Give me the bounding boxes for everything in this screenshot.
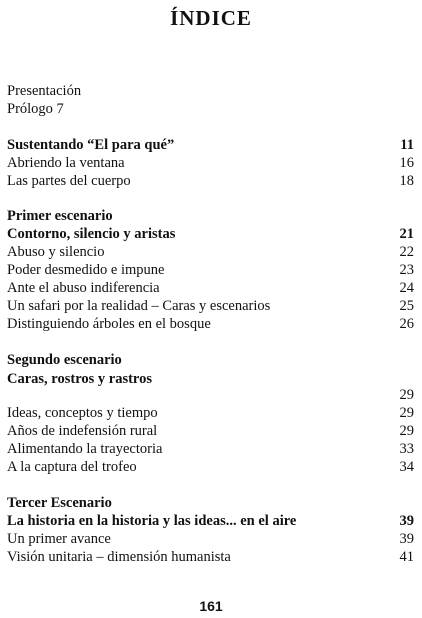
toc-heading-label: Contorno, silencio y aristas (7, 226, 176, 242)
toc-entry-label: Visión unitaria – dimensión humanista (7, 549, 231, 565)
toc-entry-label: Ideas, conceptos y tiempo (7, 405, 158, 421)
toc-entry-label: Prólogo 7 (7, 101, 64, 117)
toc-entry-label: Abuso y silencio (7, 244, 105, 260)
toc-entry (7, 530, 414, 548)
toc-scenario-text: Segundo escenario (7, 352, 122, 368)
toc-entry (7, 422, 414, 440)
toc-page-number: 11 (400, 137, 414, 153)
toc-section-heading-page (7, 386, 414, 404)
toc-entry-label: Presentación (7, 83, 82, 99)
toc-entry (7, 315, 414, 333)
toc-scenario-text: Tercer Escenario (7, 495, 112, 511)
page-title: ÍNDICE (170, 6, 252, 30)
toc-entry-label: Alimentando la trayectoria (7, 441, 163, 457)
toc-page-number: 18 (399, 173, 414, 189)
toc-entry (7, 279, 414, 297)
toc-page-number: 23 (399, 262, 414, 278)
toc-entry-label: Distinguiendo árboles en el bosque (7, 316, 211, 332)
toc-heading-label: Caras, rostros y rastros (7, 371, 152, 387)
toc-entry (7, 440, 414, 458)
toc-page-number: 24 (399, 280, 414, 296)
toc-page-number: 29 (399, 387, 414, 403)
toc-page-number: 29 (399, 423, 414, 439)
toc-page-number: 26 (399, 316, 414, 332)
toc-entry-label: Poder desmedido e impune (7, 262, 165, 278)
toc-section-heading (7, 225, 414, 243)
toc-page-number: 39 (399, 531, 414, 547)
toc-page-number: 41 (399, 549, 414, 565)
toc-heading-label: La historia en la historia y las ideas... en el aire (7, 513, 297, 529)
toc-page-number: 39 (399, 513, 414, 529)
toc-entry (7, 458, 414, 476)
toc-page-number: 21 (399, 226, 414, 242)
toc-entry-label: Un safari por la realidad – Caras y escenarios (7, 298, 271, 314)
toc-entry-prologo (7, 100, 414, 118)
toc-entry-label: Abriendo la ventana (7, 155, 125, 171)
toc-entry (7, 154, 414, 172)
toc-section-heading (7, 512, 414, 530)
toc-entry-label: A la captura del trofeo (7, 459, 137, 475)
toc-page-number: 29 (399, 405, 414, 421)
toc-entry-label: Un primer avance (7, 531, 111, 547)
toc-entry-label: Las partes del cuerpo (7, 173, 131, 189)
toc-scenario-label (7, 494, 414, 512)
toc-entry (7, 297, 414, 315)
toc-scenario-label (7, 207, 414, 225)
toc-page-number: 25 (399, 298, 414, 314)
page-number: 161 (199, 598, 223, 614)
toc-heading-label: Sustentando “El para qué” (7, 137, 175, 153)
toc-entry (7, 548, 414, 566)
toc-entry-label: Ante el abuso indiferencia (7, 280, 160, 296)
toc-section-heading (7, 136, 414, 154)
toc-entry-label: Años de indefensión rural (7, 423, 158, 439)
toc-entry (7, 172, 414, 190)
toc-entry (7, 261, 414, 279)
toc-page-number: 16 (399, 155, 414, 171)
toc-scenario-text: Primer escenario (7, 208, 113, 224)
toc-entry (7, 404, 414, 422)
toc-page-number: 34 (399, 459, 414, 475)
toc-entry-presentacion (7, 82, 414, 100)
toc-scenario-label (7, 351, 414, 369)
toc-page-number: 33 (399, 441, 414, 457)
toc-entry (7, 243, 414, 261)
toc-page-number: 22 (399, 244, 414, 260)
